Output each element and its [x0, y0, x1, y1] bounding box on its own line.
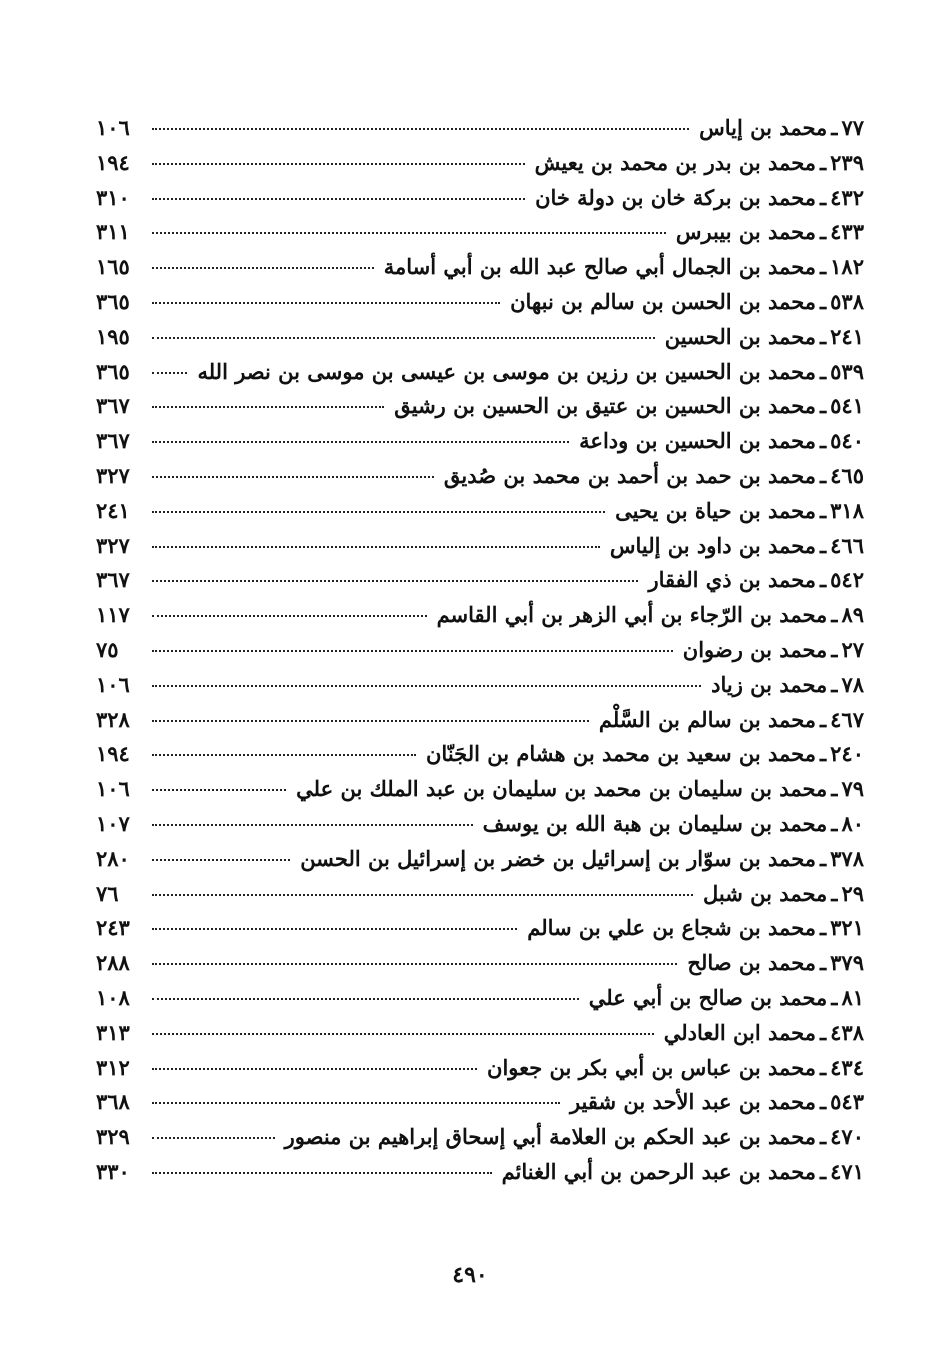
entry-number: ٣١٨ — [830, 497, 864, 523]
entry-separator: ـ — [831, 602, 838, 628]
dot-leader — [152, 720, 589, 722]
entry-name: محمد بن الجمال أبي صالح عبد الله بن أبي أسامة — [383, 254, 816, 280]
entry-name: محمد ابن العادلي — [663, 1019, 816, 1045]
entry-name: محمد بن بركة خان بن دولة خان — [535, 184, 816, 210]
dot-leader — [152, 441, 569, 443]
index-entry — [96, 668, 864, 703]
entry-number: ٤٦٧ — [830, 706, 864, 732]
entry-separator: ـ — [820, 219, 827, 245]
entry-separator: ـ — [820, 254, 827, 280]
dot-leader — [152, 928, 517, 930]
index-entry — [96, 981, 864, 1016]
entry-number: ١٨٢ — [830, 254, 864, 280]
index-entry — [96, 1051, 864, 1086]
dot-leader — [152, 998, 579, 1000]
dot-leader — [152, 337, 655, 339]
entry-separator: ـ — [820, 950, 827, 976]
index-entry — [96, 911, 864, 946]
entry-separator: ـ — [831, 671, 838, 697]
entry-name: محمد بن الحسن بن سالم بن نبهان — [510, 288, 816, 314]
dot-leader — [152, 789, 286, 791]
entry-number: ٢٣٩ — [830, 149, 864, 175]
entry-number: ٤٦٦ — [830, 532, 864, 558]
entry-separator: ـ — [820, 1158, 827, 1184]
dot-leader — [152, 267, 374, 269]
index-entry — [96, 633, 864, 668]
entry-separator: ـ — [831, 880, 838, 906]
index-entry — [96, 181, 864, 216]
page-number: ٤٩٠ — [452, 1262, 488, 1288]
dot-leader — [152, 1068, 477, 1070]
index-entry — [96, 424, 864, 459]
entry-page-number: ١٩٥ — [96, 323, 130, 349]
entry-page-number: ٣٦٥ — [96, 358, 130, 384]
entry-separator: ـ — [820, 1019, 827, 1045]
entry-name: محمد بن شجاع بن علي بن سالم — [527, 915, 816, 941]
entry-name: محمد بن ذي الفقار — [648, 567, 816, 593]
index-entry — [96, 598, 864, 633]
dot-leader — [152, 546, 600, 548]
entry-number: ٥٤٠ — [830, 428, 864, 454]
entry-page-number: ١٠٦ — [96, 115, 130, 140]
entry-name: محمد بن الحسين — [664, 323, 816, 349]
index-entry — [96, 1155, 864, 1190]
entry-name: محمد بن إياس — [699, 115, 828, 140]
entry-separator: ـ — [820, 1054, 827, 1080]
index-entry — [96, 215, 864, 250]
entry-page-number: ١٩٤ — [96, 741, 130, 767]
entry-name: محمد بن بيبرس — [675, 219, 816, 245]
entry-page-number: ١٠٧ — [96, 810, 130, 836]
entry-number: ٢٤٠ — [830, 741, 864, 767]
index-entry — [96, 807, 864, 842]
index-entry — [96, 703, 864, 738]
dot-leader — [152, 754, 416, 756]
entry-name: محمد بن عبد الأحد بن شقير — [569, 1089, 816, 1115]
entry-page-number: ٣١١ — [96, 219, 130, 245]
entry-page-number: ١٠٨ — [96, 984, 130, 1010]
dot-leader — [152, 824, 473, 826]
entry-name: محمد بن رضوان — [682, 636, 828, 662]
index-entry — [96, 355, 864, 390]
entry-number: ٤٣٢ — [830, 184, 864, 210]
entry-name: محمد بن سوّار بن إسرائيل بن خضر بن إسرائيل بن الحسن — [300, 845, 816, 871]
entry-separator: ـ — [831, 636, 838, 662]
entry-number: ٢٤١ — [830, 323, 864, 349]
dot-leader — [152, 1102, 560, 1104]
entry-separator: ـ — [831, 776, 838, 802]
entry-name: محمد بن حمد بن أحمد بن محمد بن صُديق — [443, 462, 816, 488]
index-entry — [96, 494, 864, 529]
index-entry — [96, 877, 864, 912]
entry-separator: ـ — [820, 845, 827, 871]
entry-separator: ـ — [820, 741, 827, 767]
index-entry — [96, 285, 864, 320]
entry-separator: ـ — [820, 462, 827, 488]
index-entry — [96, 563, 864, 598]
entry-page-number: ٧٦ — [96, 880, 119, 906]
entry-name: محمد بن عباس بن أبي بكر بن جعوان — [487, 1054, 816, 1080]
index-entry — [96, 320, 864, 355]
entry-number: ٣٧٩ — [830, 950, 864, 976]
entry-number: ٧٩ — [841, 776, 864, 802]
dot-leader — [152, 128, 689, 130]
index-entry — [96, 1085, 864, 1120]
entry-separator: ـ — [820, 532, 827, 558]
entry-separator: ـ — [820, 288, 827, 314]
entry-page-number: ٢٨٠ — [96, 845, 130, 871]
entry-number: ٧٨ — [841, 671, 864, 697]
entry-number: ٤٣٣ — [830, 219, 864, 245]
entry-number: ٥٤٣ — [830, 1089, 864, 1115]
entry-number: ٢٧ — [841, 636, 864, 662]
entry-page-number: ١٩٤ — [96, 149, 130, 175]
entry-name: محمد بن سعيد بن محمد بن هشام بن الجَنّان — [426, 741, 816, 767]
entry-separator: ـ — [831, 984, 838, 1010]
entry-separator: ـ — [820, 1089, 827, 1115]
entry-number: ٢٩ — [841, 880, 864, 906]
entry-number: ٤٣٨ — [830, 1019, 864, 1045]
index-entry — [96, 146, 864, 181]
dot-leader — [152, 685, 701, 687]
index-entry — [96, 1016, 864, 1051]
index-entry — [96, 250, 864, 285]
index-entry — [96, 389, 864, 424]
dot-leader — [152, 650, 673, 652]
entry-name: محمد بن زياد — [711, 671, 828, 697]
entry-name: محمد بن الحسين بن وداعة — [579, 428, 816, 454]
entry-page-number: ٣٦٧ — [96, 567, 130, 593]
dot-leader — [152, 894, 693, 896]
entry-page-number: ١٠٦ — [96, 776, 130, 802]
entry-name: محمد بن عبد الحكم بن العلامة أبي إسحاق إبراهيم بن منصور — [284, 1124, 816, 1150]
entry-number: ٨٩ — [841, 602, 864, 628]
entry-number: ٤٦٥ — [830, 462, 864, 488]
entry-page-number: ٢٤٣ — [96, 915, 130, 941]
entry-separator: ـ — [820, 497, 827, 523]
index-entry — [96, 772, 864, 807]
entry-name: محمد بن الحسين بن رزين بن موسى بن عيسى بن موسى بن نصر الله — [197, 358, 816, 384]
entry-number: ٧٧ — [841, 115, 864, 140]
dot-leader — [152, 1137, 275, 1139]
index-entry — [96, 842, 864, 877]
entry-page-number: ٣٢٧ — [96, 462, 130, 488]
dot-leader — [152, 476, 434, 478]
entry-page-number: ٣٦٨ — [96, 1089, 130, 1115]
entry-separator: ـ — [820, 393, 827, 419]
entry-separator: ـ — [820, 915, 827, 941]
entry-separator: ـ — [820, 428, 827, 454]
dot-leader — [152, 580, 638, 582]
entry-page-number: ٣١٢ — [96, 1054, 130, 1080]
entry-page-number: ٣٦٧ — [96, 428, 130, 454]
entry-page-number: ٢٨٨ — [96, 950, 130, 976]
entry-page-number: ٣٢٩ — [96, 1124, 130, 1150]
entry-number: ٨٠ — [841, 810, 864, 836]
entry-page-number: ٣٢٨ — [96, 706, 130, 732]
dot-leader — [152, 198, 525, 200]
entry-number: ٥٣٨ — [830, 288, 864, 314]
dot-leader — [152, 232, 666, 234]
entry-page-number: ١١٧ — [96, 602, 130, 628]
index-list — [96, 111, 864, 1190]
entry-separator: ـ — [820, 358, 827, 384]
entry-name: محمد بن حياة بن يحيى — [615, 497, 816, 523]
dot-leader — [152, 859, 290, 861]
entry-number: ٤٧٠ — [830, 1124, 864, 1150]
dot-leader — [152, 302, 500, 304]
entry-separator: ـ — [831, 115, 838, 140]
entry-number: ٤٧١ — [830, 1158, 864, 1184]
entry-number: ٥٤١ — [830, 393, 864, 419]
entry-page-number: ٣١٠ — [96, 184, 130, 210]
index-entry — [96, 111, 864, 146]
entry-name: محمد بن الرّجاء بن أبي الزهر بن أبي القاسم — [436, 602, 828, 628]
entry-name: محمد بن سليمان بن هبة الله بن يوسف — [482, 810, 828, 836]
entry-page-number: ٣٣٠ — [96, 1158, 130, 1184]
entry-page-number: ٣٦٥ — [96, 288, 130, 314]
entry-name: محمد بن الحسين بن عتيق بن الحسين بن رشيق — [394, 393, 816, 419]
dot-leader — [152, 372, 187, 374]
entry-separator: ـ — [820, 323, 827, 349]
entry-name: محمد بن صالح بن أبي علي — [588, 984, 828, 1010]
entry-separator: ـ — [820, 567, 827, 593]
entry-page-number: ١٦٥ — [96, 254, 130, 280]
index-entry — [96, 459, 864, 494]
entry-page-number: ٣٢٧ — [96, 532, 130, 558]
entry-separator: ـ — [831, 810, 838, 836]
entry-number: ٨١ — [841, 984, 864, 1010]
index-entry — [96, 529, 864, 564]
entry-name: محمد بن عبد الرحمن بن أبي الغنائم — [501, 1158, 816, 1184]
entry-number: ٥٤٢ — [830, 567, 864, 593]
entry-name: محمد بن داود بن إلياس — [609, 532, 816, 558]
dot-leader — [152, 963, 677, 965]
entry-page-number: ٣٦٧ — [96, 393, 130, 419]
entry-separator: ـ — [820, 149, 827, 175]
entry-page-number: ٣١٣ — [96, 1019, 130, 1045]
entry-page-number: ١٠٦ — [96, 671, 130, 697]
entry-number: ٤٣٤ — [830, 1054, 864, 1080]
dot-leader — [152, 1033, 654, 1035]
index-entry — [96, 946, 864, 981]
dot-leader — [152, 163, 525, 165]
dot-leader — [152, 615, 427, 617]
entry-name: محمد بن صالح — [687, 950, 816, 976]
entry-separator: ـ — [820, 1124, 827, 1150]
dot-leader — [152, 511, 605, 513]
entry-number: ٣٢١ — [830, 915, 864, 941]
entry-name: محمد بن سالم بن السَّلْم — [598, 706, 816, 732]
dot-leader — [152, 1172, 492, 1174]
entry-name: محمد بن شبل — [703, 880, 828, 906]
entry-name: محمد بن بدر بن محمد بن يعيش — [534, 149, 816, 175]
entry-name: محمد بن سليمان بن محمد بن سليمان بن عبد الملك بن علي — [296, 776, 828, 802]
entry-number: ٣٧٨ — [830, 845, 864, 871]
entry-separator: ـ — [820, 184, 827, 210]
entry-page-number: ٧٥ — [96, 636, 119, 662]
index-entry — [96, 737, 864, 772]
entry-page-number: ٢٤١ — [96, 497, 130, 523]
index-entry — [96, 1120, 864, 1155]
dot-leader — [152, 406, 384, 408]
entry-number: ٥٣٩ — [830, 358, 864, 384]
entry-separator: ـ — [820, 706, 827, 732]
